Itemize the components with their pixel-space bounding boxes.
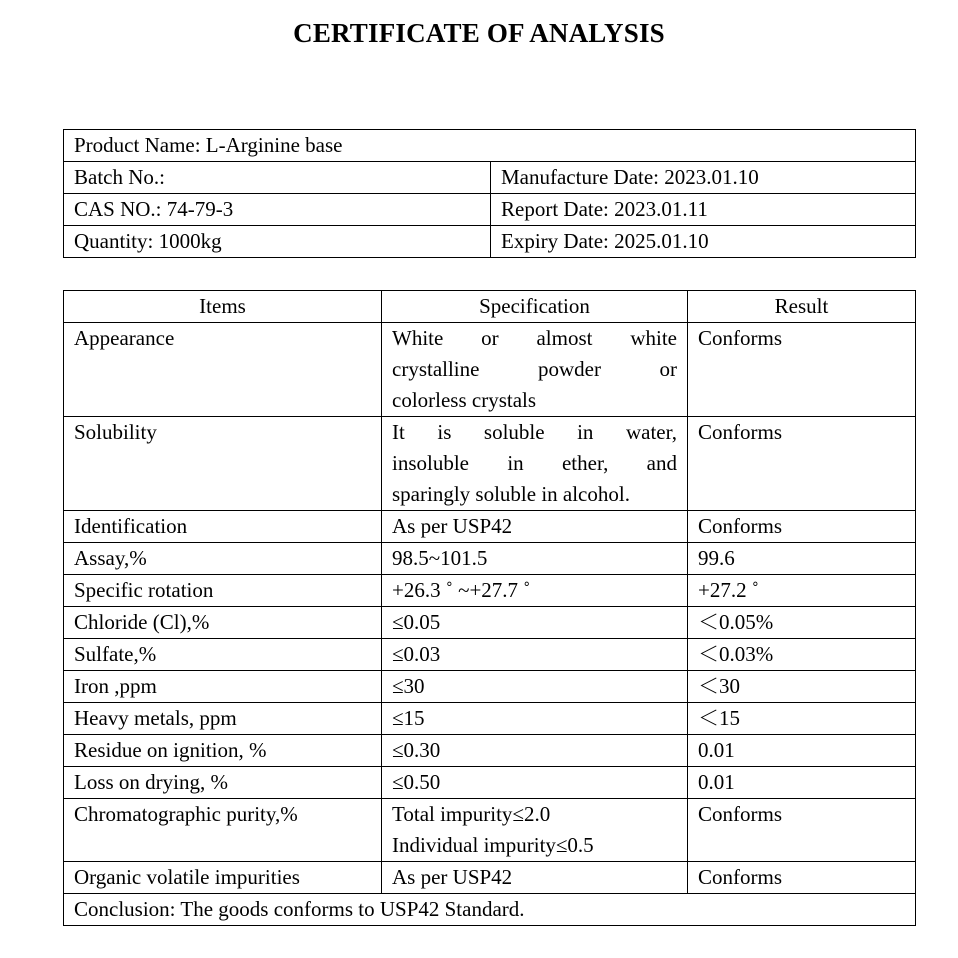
specification-line: ≤0.05 xyxy=(392,610,441,634)
specification-line: insoluble in ether, and xyxy=(392,451,677,475)
specification-line: 98.5~101.5 xyxy=(392,546,488,570)
specification-line: It is soluble in water, xyxy=(392,420,677,444)
product-name: Product Name: L-Arginine base xyxy=(64,130,916,162)
specification-cell xyxy=(382,862,688,894)
specification-line: crystalline powder or xyxy=(392,357,677,381)
item-cell: Solubility xyxy=(64,417,382,511)
specification-cell xyxy=(382,575,688,607)
product-name-row xyxy=(64,130,916,162)
header-result: Result xyxy=(688,291,916,323)
specification-cell xyxy=(382,607,688,639)
item-cell: Loss on drying, % xyxy=(64,767,382,799)
table-row xyxy=(64,862,916,894)
table-row xyxy=(64,607,916,639)
specification-cell xyxy=(382,543,688,575)
item-cell: Identification xyxy=(64,511,382,543)
table-row xyxy=(64,543,916,575)
conclusion: Conclusion: The goods conforms to USP42 Standard. xyxy=(64,894,916,926)
specification-line: ≤0.50 xyxy=(392,770,441,794)
expiry-date: Expiry Date: 2025.01.10 xyxy=(491,226,916,258)
table-row xyxy=(64,575,916,607)
item-cell: Assay,% xyxy=(64,543,382,575)
specification-cell xyxy=(382,735,688,767)
item-cell: Heavy metals, ppm xyxy=(64,703,382,735)
specification-cell xyxy=(382,799,688,862)
specification-line: Individual impurity≤0.5 xyxy=(392,833,594,857)
table-row xyxy=(64,735,916,767)
cas-no: CAS NO.: 74-79-3 xyxy=(64,194,491,226)
table-row xyxy=(64,703,916,735)
specification-line: As per USP42 xyxy=(392,514,513,538)
result-cell: Conforms xyxy=(688,417,916,511)
table-row xyxy=(64,799,916,862)
specification-line: ≤30 xyxy=(392,674,425,698)
specification-table xyxy=(63,290,916,926)
header-items: Items xyxy=(64,291,382,323)
result-cell: ＜30 xyxy=(688,671,916,703)
specification-cell xyxy=(382,767,688,799)
result-cell: 0.01 xyxy=(688,767,916,799)
table-row xyxy=(64,323,916,417)
specification-line: ≤0.03 xyxy=(392,642,441,666)
item-cell: Sulfate,% xyxy=(64,639,382,671)
table-row xyxy=(64,639,916,671)
table-row xyxy=(64,417,916,511)
item-cell: Chromatographic purity,% xyxy=(64,799,382,862)
quantity-row xyxy=(64,226,916,258)
result-cell: +27.2 ˚ xyxy=(688,575,916,607)
report-date: Report Date: 2023.01.11 xyxy=(491,194,916,226)
specification-cell xyxy=(382,639,688,671)
conclusion-row xyxy=(64,894,916,926)
result-cell: 0.01 xyxy=(688,735,916,767)
document-title: CERTIFICATE OF ANALYSIS xyxy=(293,18,665,48)
product-info-table xyxy=(63,129,916,258)
specification-cell xyxy=(382,671,688,703)
batch-row xyxy=(64,162,916,194)
specification-line: ≤0.30 xyxy=(392,738,441,762)
result-cell: ＜15 xyxy=(688,703,916,735)
specification-line: Total impurity≤2.0 xyxy=(392,802,551,826)
cas-row xyxy=(64,194,916,226)
manufacture-date: Manufacture Date: 2023.01.10 xyxy=(491,162,916,194)
table-row xyxy=(64,671,916,703)
specification-line: ≤15 xyxy=(392,706,425,730)
specification-cell xyxy=(382,417,688,511)
item-cell: Residue on ignition, % xyxy=(64,735,382,767)
item-cell: Organic volatile impurities xyxy=(64,862,382,894)
specification-cell xyxy=(382,703,688,735)
specification-line: +26.3 ˚ ~+27.7 ˚ xyxy=(392,578,531,602)
result-cell: Conforms xyxy=(688,799,916,862)
batch-no: Batch No.: xyxy=(64,162,491,194)
result-cell: ＜0.03% xyxy=(688,639,916,671)
item-cell: Chloride (Cl),% xyxy=(64,607,382,639)
specification-line: As per USP42 xyxy=(392,865,513,889)
table-row xyxy=(64,511,916,543)
specification-line: colorless crystals xyxy=(392,388,537,412)
result-cell: Conforms xyxy=(688,511,916,543)
specification-cell xyxy=(382,323,688,417)
quantity: Quantity: 1000kg xyxy=(64,226,491,258)
specification-cell xyxy=(382,511,688,543)
header-specification: Specification xyxy=(382,291,688,323)
specification-line: White or almost white xyxy=(392,326,677,350)
result-cell: Conforms xyxy=(688,862,916,894)
result-cell: ＜0.05% xyxy=(688,607,916,639)
specification-line: sparingly soluble in alcohol. xyxy=(392,482,630,506)
item-cell: Iron ,ppm xyxy=(64,671,382,703)
table-header-row xyxy=(64,291,916,323)
result-cell: Conforms xyxy=(688,323,916,417)
item-cell: Specific rotation xyxy=(64,575,382,607)
item-cell: Appearance xyxy=(64,323,382,417)
result-cell: 99.6 xyxy=(688,543,916,575)
table-row xyxy=(64,767,916,799)
